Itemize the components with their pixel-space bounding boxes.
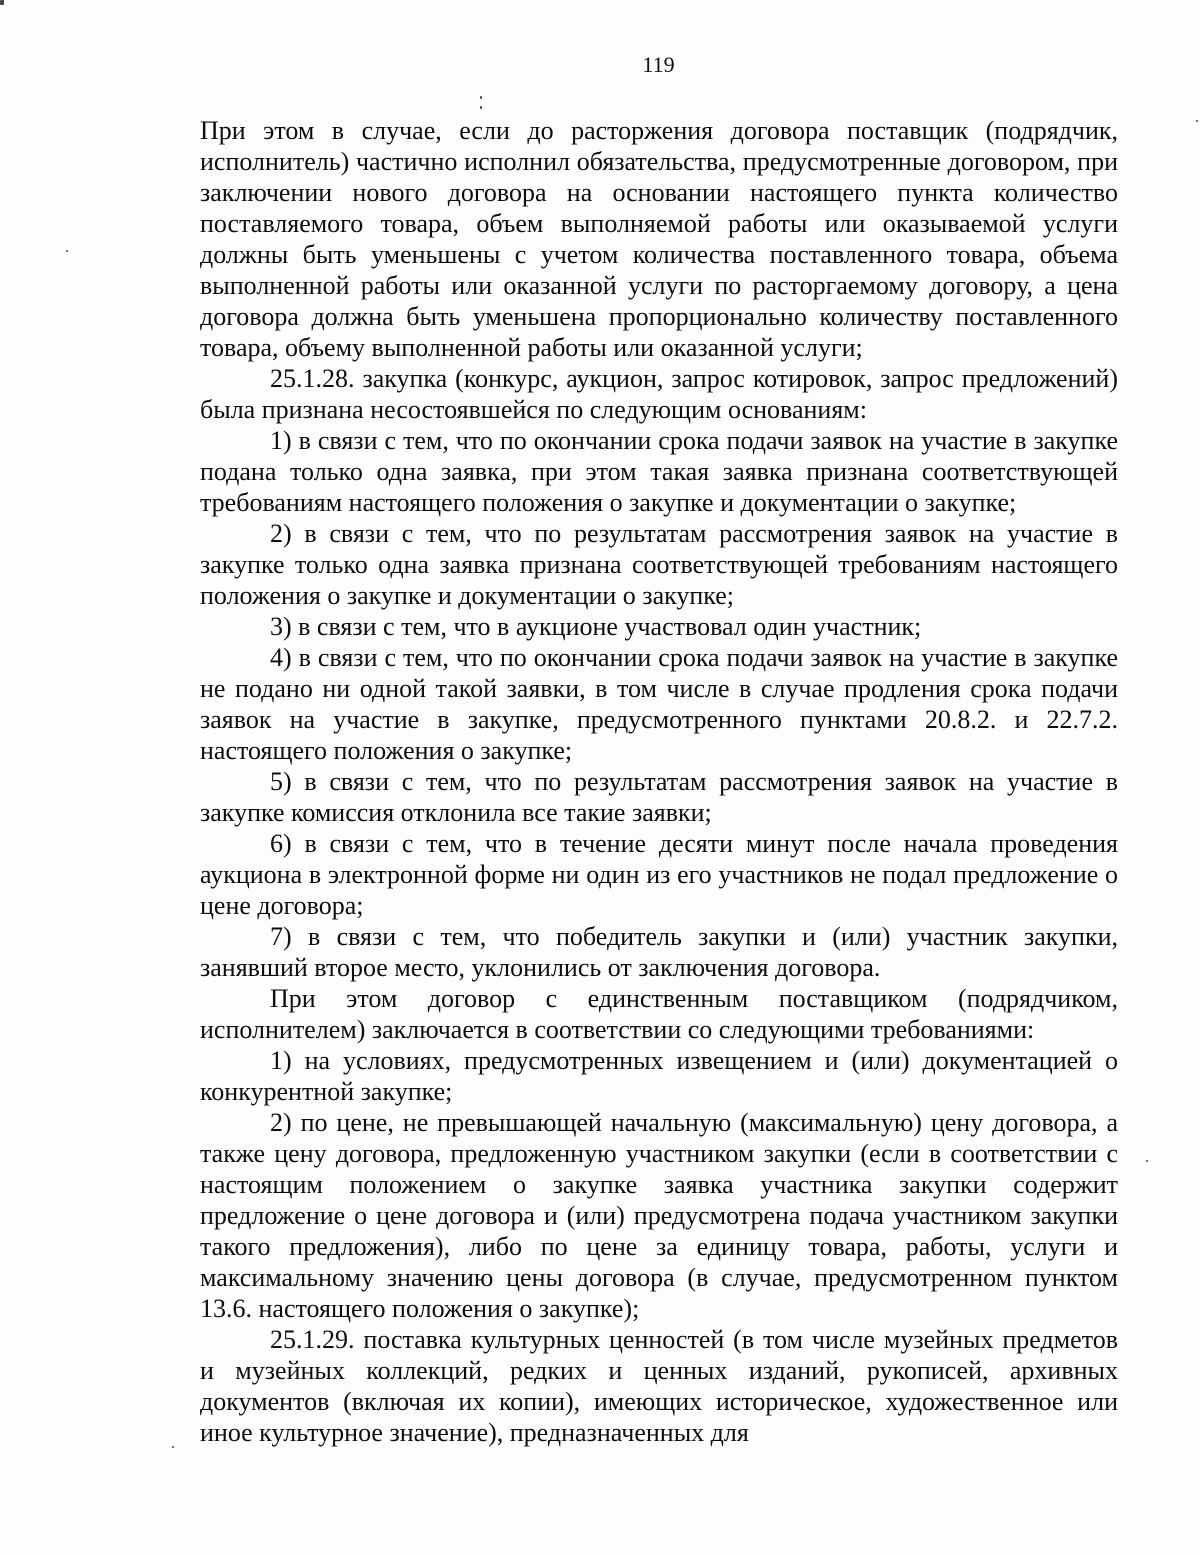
list-item: 2) по цене, не превышающей начальную (максимальную) цену договора, а также цену договора, предложенную участником закупки (если в соответствии с настоящим положением о закупке заявка участника закупки содержит предложение о цене договора и (или) предусмотрена подача участником закупки такого предложения), либо по цене за единицу товара, работы, услуги и максимальному значению цены договора (в случае, предусмотренном пунктом 13.6. настоящего положения о закупке);: [200, 1108, 1118, 1323]
scan-mark: [172, 1446, 174, 1448]
scan-mark: [480, 106, 482, 109]
list-item: 6) в связи с тем, что в течение десяти минут после начала проведения аукциона в электронной форме ни один из его участников не подал предложение о цене договора;: [200, 829, 1118, 920]
scan-mark: [0, 0, 4, 5]
scan-mark: [1196, 120, 1198, 122]
scan-mark: [480, 96, 482, 99]
page-number: 119: [642, 52, 675, 77]
scan-mark: [1146, 1160, 1148, 1162]
list-item: 3) в связи с тем, что в аукционе участвовал один участник;: [270, 612, 922, 641]
list-item: 2) в связи с тем, что по результатам рассмотрения заявок на участие в закупке только одна заявка признана соответствующей требованиям настоящего положения о закупке и документации о закупке;: [200, 519, 1118, 610]
list-item: 7) в связи с тем, что победитель закупки и (или) участник закупки, занявший второе место, уклонились от заключения договора.: [200, 922, 1118, 982]
clause-25-1-28: 25.1.28. закупка (конкурс, аукцион, запрос котировок, запрос предложений) была признана несостоявшейся по следующим основаниям:: [200, 364, 1118, 424]
paragraph: При этом договор с единственным поставщиком (подрядчиком, исполнителем) заключается в соответствии со следующими требованиями:: [200, 984, 1118, 1044]
list-item: 5) в связи с тем, что по результатам рассмотрения заявок на участие в закупке комиссия отклонила все такие заявки;: [200, 767, 1118, 827]
document-body: [200, 115, 1118, 1448]
clause-25-1-29: 25.1.29. поставка культурных ценностей (в том числе музейных предметов и музейных коллекций, редких и ценных изданий, рукописей, архивных документов (включая их копии), имеющих историческое, художественное или иное культурное значение), предназначенных для: [200, 1325, 1118, 1447]
list-item: 1) на условиях, предусмотренных извещением и (или) документацией о конкурентной закупке;: [200, 1046, 1118, 1106]
list-item: 4) в связи с тем, что по окончании срока подачи заявок на участие в закупке не подано ни одной такой заявки, в том числе в случае продления срока подачи заявок на участие в закупке, предусмотренного пунктами 20.8.2. и 22.7.2. настоящего положения о закупке;: [200, 643, 1118, 765]
paragraph: При этом в случае, если до расторжения договора поставщик (подрядчик, исполнитель) частично исполнил обязательства, предусмотренные договором, при заключении нового договора на основании настоящего пункта количество поставляемого товара, объем выполняемой работы или оказываемой услуги должны быть уменьшены с учетом количества поставленного товара, объема выполненной работы или оказанной услуги по расторгаемому договору, а цена договора должна быть уменьшена пропорционально количеству поставленного товара, объему выполненной работы или оказанной услуги;: [200, 116, 1118, 362]
scan-mark: [66, 250, 68, 252]
list-item: 1) в связи с тем, что по окончании срока подачи заявок на участие в закупке подана только одна заявка, при этом такая заявка признана соответствующей требованиям настоящего положения о закупке и документации о закупке;: [200, 426, 1118, 517]
